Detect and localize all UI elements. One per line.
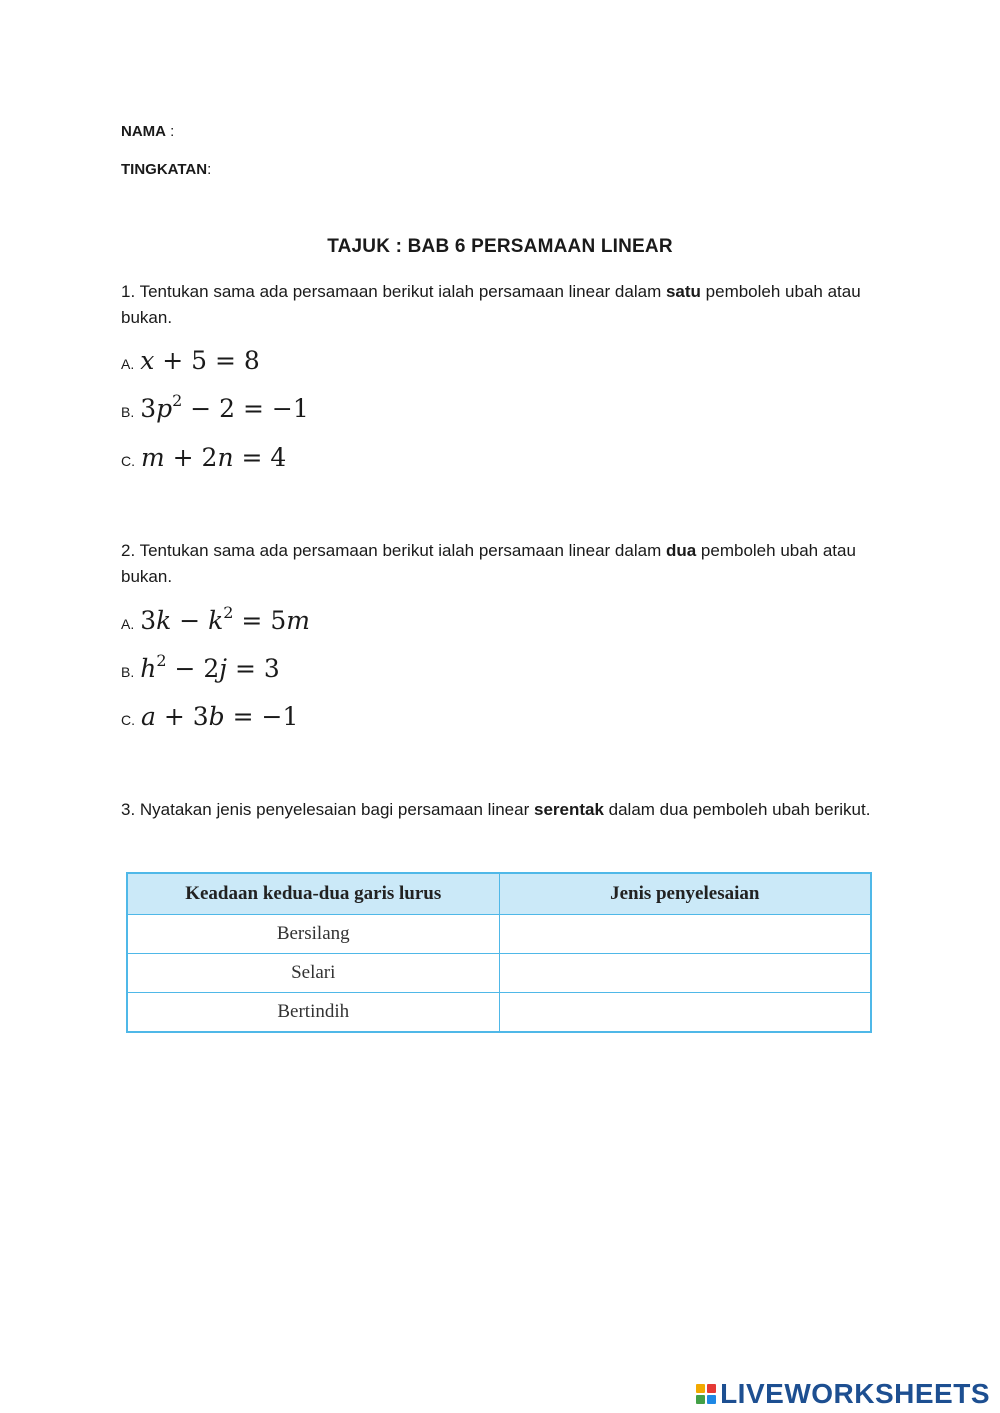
question-3-pre: 3. Nyatakan jenis penyelesaian bagi persamaan linear — [121, 800, 534, 819]
question-2-text — [121, 538, 881, 590]
question-1-text — [121, 279, 881, 331]
column-header-state: Keadaan kedua-dua garis lurus — [127, 873, 499, 915]
name-label-row — [121, 123, 174, 140]
grade-colon: : — [207, 161, 212, 178]
state-cell: Bersilang — [127, 915, 499, 954]
option-letter: C. — [121, 453, 135, 469]
answer-cell[interactable] — [499, 993, 871, 1033]
option-letter: C. — [121, 712, 135, 728]
equation: a + 3b = −1 — [141, 702, 299, 731]
logo-square — [696, 1395, 705, 1404]
table-header-row — [127, 873, 871, 915]
question-2-post: pemboleh ubah atau bukan. — [121, 541, 856, 586]
equation: m + 2n = 4 — [141, 443, 287, 472]
question-2-option-c — [121, 702, 298, 731]
state-cell: Bertindih — [127, 993, 499, 1033]
liveworksheets-grid-icon — [696, 1384, 716, 1404]
question-2-pre: 2. Tentukan sama ada persamaan berikut ialah persamaan linear dalam — [121, 541, 666, 560]
equation: $3k - k^2 = 5m$ — [140, 603, 310, 635]
question-3-text — [121, 797, 881, 823]
page-title: TAJUK : BAB 6 PERSAMAAN LINEAR — [327, 236, 673, 257]
question-1-option-c — [121, 443, 286, 472]
question-1-pre: 1. Tentukan sama ada persamaan berikut ialah persamaan linear dalam — [121, 282, 666, 301]
question-2-option-a — [121, 603, 310, 635]
name-colon: : — [166, 123, 175, 140]
option-letter: A. — [121, 616, 135, 632]
logo-square — [696, 1384, 705, 1393]
name-label: NAMA — [121, 123, 166, 140]
state-cell: Selari — [127, 954, 499, 993]
table-row — [127, 954, 871, 993]
logo-square — [707, 1395, 716, 1404]
logo-square — [707, 1384, 716, 1393]
question-2-option-b — [121, 651, 280, 683]
equation: $h^2 - 2j = 3$ — [140, 651, 280, 683]
question-3-bold: serentak — [533, 800, 604, 819]
table-row — [127, 915, 871, 954]
question-1-option-a — [121, 346, 260, 375]
grade-label-row — [121, 161, 211, 178]
option-letter: B. — [121, 664, 135, 680]
answer-cell[interactable] — [499, 915, 871, 954]
solution-type-table — [126, 872, 872, 1033]
equation: x + 5 = 8 — [140, 346, 260, 375]
column-header-solution: Jenis penyelesaian — [499, 873, 871, 915]
question-3-post: dalam dua pemboleh ubah berikut. — [603, 800, 871, 819]
liveworksheets-logo — [696, 1378, 990, 1410]
question-1-bold: satu — [665, 282, 701, 301]
option-letter: A. — [121, 356, 135, 372]
equation: $3p^2 - 2 = -1$ — [140, 391, 309, 423]
table-row — [127, 993, 871, 1033]
question-1-option-b — [121, 391, 309, 423]
question-1-post: pemboleh ubah atau bukan. — [121, 282, 861, 327]
answer-cell[interactable] — [499, 954, 871, 993]
option-letter: B. — [121, 404, 135, 420]
question-2-bold: dua — [665, 541, 697, 560]
grade-label: TINGKATAN — [121, 161, 208, 178]
liveworksheets-brand: LIVEWORKSHEETS — [720, 1378, 990, 1409]
